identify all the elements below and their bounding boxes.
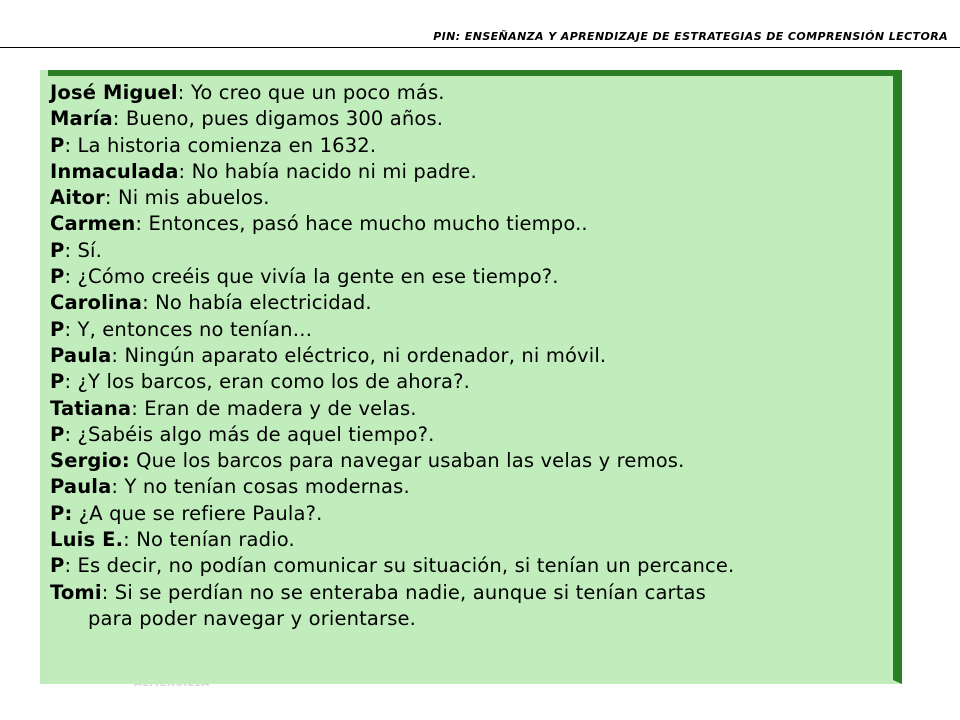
speech-text-continuation: para poder navegar y orientarse.: [88, 606, 417, 630]
speech-text: Bueno, pues digamos 300 años.: [125, 107, 444, 131]
dialogue-line: [50, 396, 896, 422]
speaker-name: Tatiana: [50, 396, 132, 420]
speech-text: ¿A que se refiere Paula?.: [78, 501, 323, 525]
speech-text: ¿Y los barcos, eran como los de ahora?.: [77, 370, 471, 394]
speaker-name: Sergio:: [50, 449, 130, 473]
separator: :: [64, 238, 78, 262]
separator: :: [111, 343, 125, 367]
speech-text: Que los barcos para navegar usaban las velas y remos.: [136, 449, 685, 473]
separator: :: [64, 265, 78, 289]
dialogue-line: [50, 553, 896, 579]
speech-text: Sí.: [77, 238, 102, 262]
speech-text: La historia comienza en 1632.: [77, 133, 377, 157]
separator: :: [111, 475, 125, 499]
speaker-name: Paula: [50, 343, 112, 367]
speaker-name: José Miguel: [50, 81, 178, 104]
speaker-name: Carolina: [50, 291, 143, 315]
speech-text: No tenían radio.: [136, 528, 295, 552]
separator: :: [112, 107, 126, 131]
speech-text: Eran de madera y de velas.: [144, 396, 417, 420]
speech-text: ¿Cómo creéis que vivía la gente en ese tiempo?.: [77, 265, 559, 289]
header-rule: [0, 47, 960, 48]
speaker-name: P: [50, 265, 65, 289]
dialogue-line: [50, 185, 896, 211]
dialogue-line: [50, 448, 896, 474]
panel-left-edge: [40, 70, 48, 684]
speaker-name: Paula: [50, 475, 112, 499]
dialogue-line: [50, 80, 896, 106]
dialogue-line: [50, 211, 896, 237]
separator: :: [135, 212, 149, 236]
speech-text: Ni mis abuelos.: [117, 186, 270, 210]
separator: :: [64, 554, 78, 578]
speech-text: Yo creo que un poco más.: [190, 81, 445, 104]
speaker-name: P: [50, 238, 65, 262]
dialogue-list: [50, 80, 896, 632]
dialogue-line: [50, 343, 896, 369]
speech-text: No había electricidad.: [155, 291, 372, 315]
speaker-name: P: [50, 554, 65, 578]
speaker-name: Carmen: [50, 212, 136, 236]
speaker-name: Inmaculada: [50, 159, 179, 183]
speech-text: Entonces, pasó hace mucho mucho tiempo..: [148, 212, 588, 236]
speaker-name: P: [50, 370, 65, 394]
separator: :: [64, 317, 78, 341]
speech-text: ¿Sabéis algo más de aquel tiempo?.: [77, 422, 435, 446]
dialogue-line: [50, 474, 896, 500]
speaker-name: María: [50, 107, 113, 131]
speech-text: Y, entonces no tenían…: [77, 317, 313, 341]
separator: :: [178, 159, 192, 183]
speech-text: No había nacido ni mi padre.: [191, 159, 477, 183]
speech-text: Si se perdían no se enteraba nadie, aunque si tenían cartas: [114, 580, 706, 604]
separator: :: [131, 396, 145, 420]
separator: :: [64, 422, 78, 446]
dialogue-line: [50, 317, 896, 343]
speaker-name: Luis E.: [50, 528, 124, 552]
speaker-name: P: [50, 422, 65, 446]
dialogue-line: [50, 290, 896, 316]
speech-text: Es decir, no podían comunicar su situación, si tenían un percance.: [77, 554, 735, 578]
separator: :: [123, 528, 137, 552]
separator: :: [64, 133, 78, 157]
speech-text: Y no tenían cosas modernas.: [124, 475, 410, 499]
dialogue-line: [50, 422, 896, 448]
dialogue-line: [50, 238, 896, 264]
dialogue-line: [50, 501, 896, 527]
speaker-name: P: [50, 317, 65, 341]
separator: :: [142, 291, 156, 315]
separator: :: [101, 580, 115, 604]
separator: :: [64, 370, 78, 394]
dialogue-line: [50, 159, 896, 185]
speaker-name: Aitor: [50, 186, 105, 210]
speaker-name: P: [50, 133, 65, 157]
speaker-name: Tomi: [50, 580, 102, 604]
speech-text: Ningún aparato eléctrico, ni ordenador, ni móvil.: [124, 343, 607, 367]
dialogue-line: [50, 527, 896, 553]
dialogue-line: [50, 580, 896, 633]
dialogue-line: [50, 264, 896, 290]
separator: :: [104, 186, 118, 210]
dialogue-line: [50, 369, 896, 395]
slide-header: [0, 0, 960, 48]
dialogue-line: [50, 106, 896, 132]
speaker-name: P:: [50, 501, 73, 525]
header-title: PIN: ENSEÑANZA Y APRENDIZAJE DE ESTRATEGIAS DE COMPRENSIÓN LECTORA: [433, 30, 948, 43]
dialogue-line: [50, 133, 896, 159]
separator: :: [177, 81, 191, 104]
